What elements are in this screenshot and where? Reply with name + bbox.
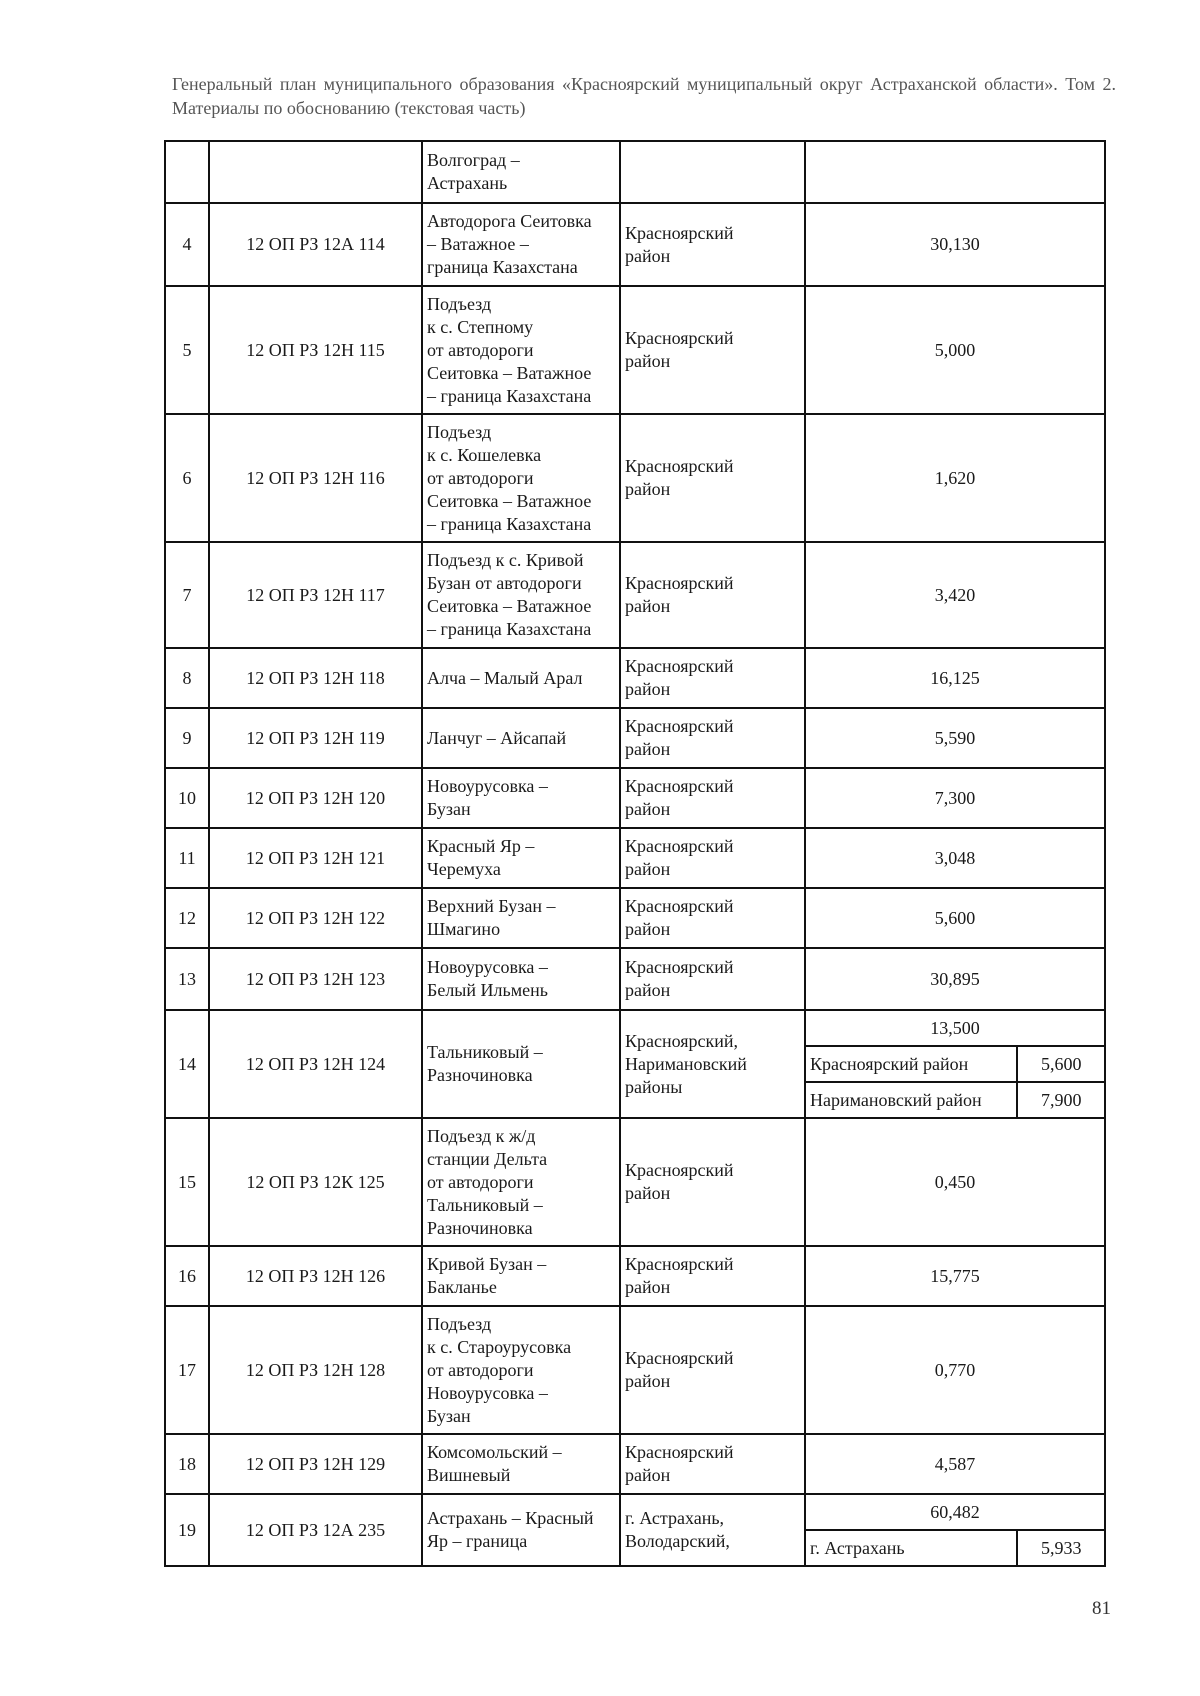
roads-table [164,140,1106,1567]
road-code-cell: 12 ОП РЗ 12Н 120 [209,768,422,828]
road-name-cell: Новоурусовка – Белый Ильмень [422,948,620,1010]
length-cell: 0,770 [805,1306,1105,1434]
area-cell: г. Астрахань, Володарский, [620,1494,805,1566]
district-length: 5,933 [1017,1530,1104,1565]
road-code-cell: 12 ОП РЗ 12Н 126 [209,1246,422,1306]
area-cell [620,141,805,203]
row-number-cell: 19 [165,1494,209,1566]
table-body-row-19 [165,1494,1105,1566]
road-code-cell: 12 ОП РЗ 12Н 119 [209,708,422,768]
row-number-cell: 4 [165,203,209,286]
row-number-cell: 9 [165,708,209,768]
table-row [165,708,1105,768]
road-name-cell: Подъезд к с. Кривой Бузан от автодороги Сеитовка – Ватажное – граница Казахстана [422,542,620,648]
road-name-cell: Верхний Бузан – Шмагино [422,888,620,948]
road-name-cell: Ланчуг – Айсапай [422,708,620,768]
road-code-cell: 12 ОП РЗ 12А 114 [209,203,422,286]
road-code-cell: 12 ОП РЗ 12Н 116 [209,414,422,542]
area-cell: Красноярский район [620,708,805,768]
length-total: 60,482 [806,1495,1104,1530]
area-cell: Красноярский район [620,828,805,888]
table-body-top [165,141,1105,1010]
table-body-row-14 [165,1010,1105,1118]
road-name-cell: Тальниковый – Разночиновка [422,1010,620,1118]
road-code-cell: 12 ОП РЗ 12Н 121 [209,828,422,888]
table-row [165,286,1105,414]
row-number-cell: 14 [165,1010,209,1118]
length-cell [805,1010,1105,1118]
road-code-cell: 12 ОП РЗ 12А 235 [209,1494,422,1566]
area-cell: Красноярский район [620,768,805,828]
district-name: г. Астрахань [806,1530,1017,1565]
area-cell: Красноярский район [620,1434,805,1494]
length-cell: 15,775 [805,1246,1105,1306]
road-name-cell: Комсомольский – Вишневый [422,1434,620,1494]
table-row [165,768,1105,828]
length-cell [805,1494,1105,1566]
road-code-cell: 12 ОП РЗ 12Н 118 [209,648,422,708]
area-cell: Красноярский район [620,1246,805,1306]
row-number-cell: 8 [165,648,209,708]
district-name: Наримановский район [806,1082,1017,1117]
length-cell: 3,048 [805,828,1105,888]
table-row [165,648,1105,708]
length-cell: 4,587 [805,1434,1105,1494]
row-number-cell: 16 [165,1246,209,1306]
area-cell: Красноярский, Наримановский районы [620,1010,805,1118]
length-cell: 5,600 [805,888,1105,948]
length-cell [805,141,1105,203]
table-row [165,828,1105,888]
row-number-cell: 12 [165,888,209,948]
row-number-cell: 15 [165,1118,209,1246]
length-cell: 30,130 [805,203,1105,286]
length-breakdown [806,1495,1104,1565]
table-row [165,1306,1105,1434]
length-cell: 7,300 [805,768,1105,828]
row-number-cell: 5 [165,286,209,414]
road-code-cell: 12 ОП РЗ 12Н 124 [209,1010,422,1118]
length-breakdown [806,1011,1104,1117]
road-name-cell: Кривой Бузан – Бакланье [422,1246,620,1306]
table-row [165,542,1105,648]
row-number-cell: 6 [165,414,209,542]
road-name-cell: Подъезд к с. Степному от автодороги Сеитовка – Ватажное – граница Казахстана [422,286,620,414]
road-code-cell: 12 ОП РЗ 12Н 115 [209,286,422,414]
road-name-cell: Подъезд к ж/д станции Дельта от автодороги Тальниковый – Разночиновка [422,1118,620,1246]
length-cell: 30,895 [805,948,1105,1010]
table-row [165,948,1105,1010]
length-cell: 5,590 [805,708,1105,768]
table-row [165,1434,1105,1494]
road-code-cell: 12 ОП РЗ 12Н 128 [209,1306,422,1434]
length-cell: 1,620 [805,414,1105,542]
area-cell: Красноярский район [620,203,805,286]
road-code-cell: 12 ОП РЗ 12К 125 [209,1118,422,1246]
table-row [165,1010,1105,1118]
road-name-cell: Астрахань – Красный Яр – граница [422,1494,620,1566]
road-name-cell: Подъезд к с. Кошелевка от автодороги Сеитовка – Ватажное – граница Казахстана [422,414,620,542]
row-number-cell: 7 [165,542,209,648]
row-number-cell: 13 [165,948,209,1010]
road-name-cell: Красный Яр – Черемуха [422,828,620,888]
area-cell: Красноярский район [620,1306,805,1434]
table-row [165,888,1105,948]
length-cell: 3,420 [805,542,1105,648]
road-code-cell [209,141,422,203]
district-length: 5,600 [1017,1046,1104,1082]
road-code-cell: 12 ОП РЗ 12Н 117 [209,542,422,648]
road-name-cell: Новоурусовка – Бузан [422,768,620,828]
length-total: 13,500 [806,1011,1104,1046]
length-cell: 16,125 [805,648,1105,708]
area-cell: Красноярский район [620,948,805,1010]
row-number-cell: 11 [165,828,209,888]
row-number-cell: 17 [165,1306,209,1434]
area-cell: Красноярский район [620,542,805,648]
table-row [165,141,1105,203]
road-code-cell: 12 ОП РЗ 12Н 129 [209,1434,422,1494]
document-header: Генеральный план муниципального образования «Красноярский муниципальный округ Астраханской области». Том 2. Материалы по обоснованию (текстовая часть) [172,74,1116,118]
row-number-cell [165,141,209,203]
road-code-cell: 12 ОП РЗ 12Н 123 [209,948,422,1010]
table-row [165,1494,1105,1566]
road-name-cell: Алча – Малый Арал [422,648,620,708]
road-code-cell: 12 ОП РЗ 12Н 122 [209,888,422,948]
table-row [165,414,1105,542]
page-number: 81 [1092,1598,1111,1619]
row-number-cell: 18 [165,1434,209,1494]
length-cell: 5,000 [805,286,1105,414]
area-cell: Красноярский район [620,648,805,708]
road-name-cell: Автодорога Сеитовка – Ватажное – граница Казахстана [422,203,620,286]
district-length: 7,900 [1017,1082,1104,1117]
road-name-cell: Подъезд к с. Староурусовка от автодороги Новоурусовка – Бузан [422,1306,620,1434]
table-row [165,1246,1105,1306]
area-cell: Красноярский район [620,286,805,414]
area-cell: Красноярский район [620,888,805,948]
road-name-cell: Волгоград – Астрахань [422,141,620,203]
table-body-middle [165,1118,1105,1494]
table-row [165,1118,1105,1246]
row-number-cell: 10 [165,768,209,828]
area-cell: Красноярский район [620,414,805,542]
length-cell: 0,450 [805,1118,1105,1246]
area-cell: Красноярский район [620,1118,805,1246]
district-name: Красноярский район [806,1046,1017,1082]
table-row [165,203,1105,286]
